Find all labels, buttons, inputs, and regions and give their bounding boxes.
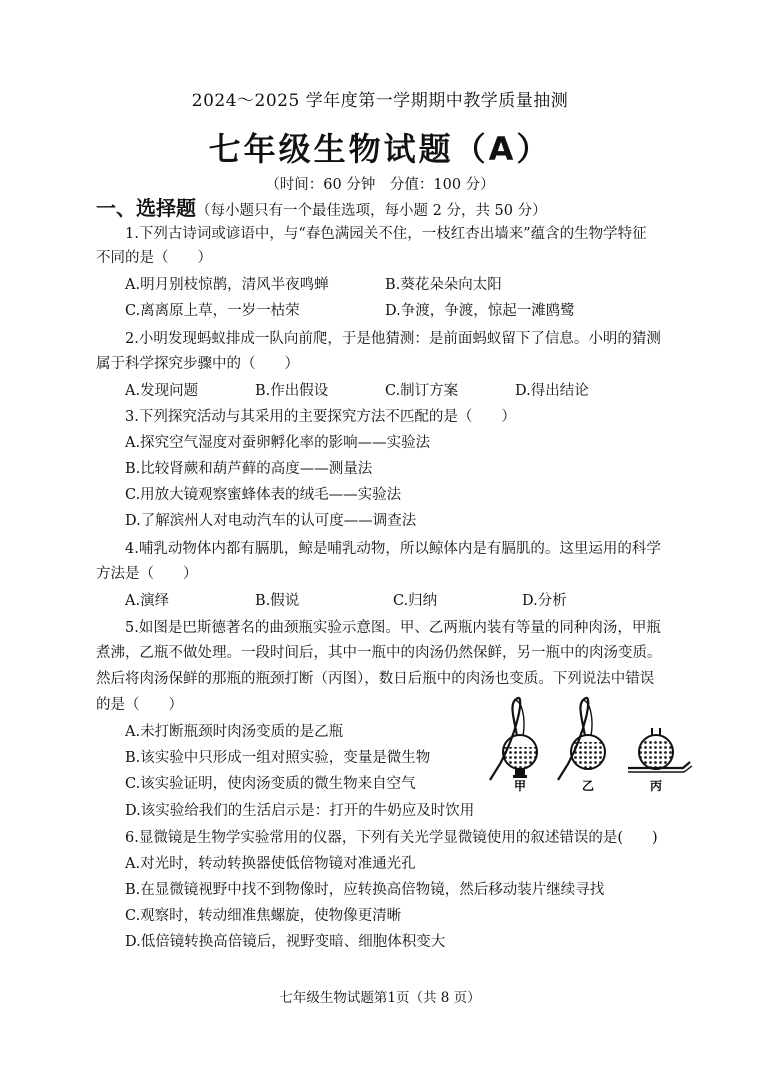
q5-option-d: D.该实验给我们的生活启示是：打开的牛奶应及时饮用 [125,803,475,819]
q5-option-b: B.该实验中只形成一组对照实验，变量是微生物 [125,750,431,766]
q4-option-b: B.假说 [255,593,300,609]
exam-title: 2024～2025 学年度第一学期期中教学质量抽测 [191,91,569,111]
q4-stem-line1: 4.哺乳动物体内都有膈肌，鲸是哺乳动物，所以鲸体内是有膈肌的。这里运用的科学 [125,541,661,557]
q2-option-d: D.得出结论 [515,383,589,399]
pasteur-flask-figure [478,690,698,795]
q4-option-c: C.归纳 [393,593,438,609]
q3-option-d: D.了解滨州人对电动汽车的认可度——调查法 [125,513,417,529]
q5-stem-line2: 煮沸，乙瓶不做处理。一段时间后，其中一瓶中的肉汤仍然保鲜，另一瓶中的肉汤变质。 [96,645,662,661]
figure-label-bing: 丙 [650,779,663,793]
q2-option-a: A.发现问题 [125,383,199,399]
q4-stem-line2: 方法是（ ） [96,566,198,582]
q5-stem-line4: 的是（ ） [96,697,183,713]
q6-option-d: D.低倍镜转换高倍镜后，视野变暗、细胞体积变大 [125,934,446,950]
q1-option-d: D.争渡，争渡，惊起一滩鸥鹭 [385,303,575,319]
q1-option-a: A.明月别枝惊鹊，清风半夜鸣蝉 [125,277,329,293]
q3-stem: 3.下列探究活动与其采用的主要探究方法不匹配的是（ ） [125,409,516,425]
q4-option-d: D.分析 [522,593,567,609]
q6-option-b: B.在显微镜视野中找不到物像时，应转换高倍物镜，然后移动装片继续寻找 [125,882,605,898]
q4-option-a: A.演绎 [125,593,170,609]
figure-label-jia: 甲 [514,779,527,793]
q2-option-c: C.制订方案 [385,383,459,399]
q1-option-b: B.葵花朵朵向太阳 [385,277,502,293]
q2-option-b: B.作出假设 [255,383,329,399]
q2-stem-line2: 属于科学探究步骤中的（ ） [96,356,299,372]
q5-stem-line1: 5.如图是巴斯德著名的曲颈瓶实验示意图。甲、乙两瓶内装有等量的同种肉汤，甲瓶 [125,620,661,636]
flask-bing [628,728,692,793]
flask-jia [490,698,538,793]
q2-stem-line1: 2.小明发现蚂蚁排成一队向前爬，于是他猜测：是前面蚂蚁留下了信息。小明的猜测 [125,331,661,347]
q5-stem-line3: 然后将肉汤保鲜的那瓶的瓶颈打断（丙图），数日后瓶中的肉汤也变质。下列说法中错误 [96,671,655,687]
section-note: （每小题只有一个最佳选项，每小题 2 分，共 50 分） [196,203,547,219]
section-title: 一、选择题 [96,196,196,220]
exam-subtitle: （时间：60 分钟 分值：100 分） [265,177,495,193]
q3-option-c: C.用放大镜观察蜜蜂体表的绒毛——实验法 [125,487,402,503]
section-heading [96,192,547,221]
q6-stem: 6.显微镜是生物学实验常用的仪器，下列有关光学显微镜使用的叙述错误的是( ) [125,830,658,846]
q3-option-a: A.探究空气湿度对蚕卵孵化率的影响——实验法 [125,435,431,451]
page-footer: 七年级生物试题第1页（共 8 页） [279,990,481,1006]
q6-option-c: C.观察时，转动细准焦螺旋，使物像更清晰 [125,908,402,924]
flask-yi [558,698,606,793]
q6-option-a: A.对光时，转动转换器使低倍物镜对准通光孔 [125,856,416,872]
q1-stem-line1: 1.下列古诗词或谚语中，与“春色满园关不住，一枝红杏出墙来”蕴含的生物学特征 [125,226,647,242]
q1-option-c: C.离离原上草，一岁一枯荣 [125,303,300,319]
q5-option-a: A.未打断瓶颈时肉汤变质的是乙瓶 [125,724,344,740]
page-title: 七年级生物试题（A） [208,130,552,168]
q3-option-b: B.比较肾蕨和葫芦藓的高度——测量法 [125,461,373,477]
figure-label-yi: 乙 [582,779,595,793]
q1-stem-line2: 不同的是（ ） [96,250,212,266]
q5-option-c: C.该实验证明，使肉汤变质的微生物来自空气 [125,776,416,792]
